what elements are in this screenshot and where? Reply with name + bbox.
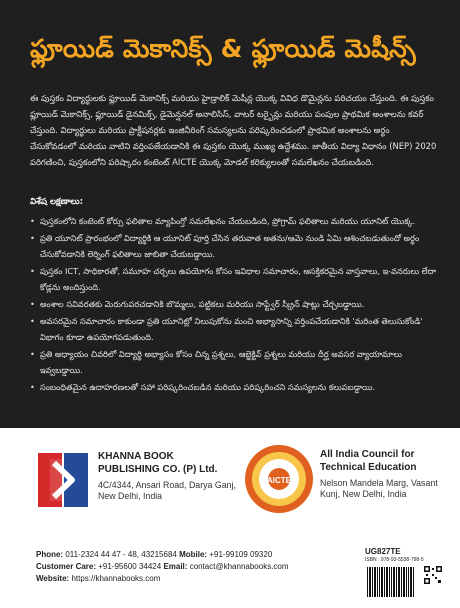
book-description: ఈ పుస్తకం విద్యార్థులకు ఫ్లూయిడ్ మెకానిక్స్ మరియు హైడ్రాలిక్ మెషీన్ల యొక్క వివిధ డొమైన్లను పరిచయం చేస్తుంది. ఈ పుస్తకం ఫ్లూయిడ్ మెకానిక్స్, ఫ్లూయిడ్ డైనమిక్స్, డైమెన్షనల్ అనాలిసిస్, వాటర్ టర్బైన్లు మరియు పంపుల ప్రాథమిక అంశాలను కవర్ చేస్తుంది. విద్యార్థులు మరియు ప్రాక్టీషనర్లకు ఇంజినీరింగ్ సమస్యలను పరిష్కరించడంలో ప్రాథమిక అంశాలను అర్థం చేసుకోవడంలో మరియు వాటిని వర్తింపజేయడానికి ఈ పుస్తకం యొక్క ముఖ్య ఉద్దేశము. జాతీయ విద్యా విధానం (NEP) 2020 పరిగణించి, పుస్తకంలోని పరిష్కారం కంటెంట్ AICTE యొక్క మోడల్ కరిక్యులంతో సమలేఖనం చేయబడింది. — [30, 93, 437, 167]
phone-label: Phone: — [36, 550, 64, 559]
customer-care-value: +91-95600 34424 — [98, 562, 162, 572]
publisher-name: KHANNA BOOK PUBLISHING CO. (P) Ltd. — [98, 451, 218, 475]
publisher-address: 4C/4344, Ansari Road, Darya Ganj, New Delhi, India — [98, 480, 236, 501]
website-value: https://khannabooks.com — [71, 574, 161, 584]
publisher-footer — [0, 428, 460, 608]
highlight-item: • పుస్తకం ICT, సాధికారతో, సమూహ చర్చలు ఉపయోగం కోసం ఇవిధాల సమాచారం, ఆసక్తికరమైన వాస్తవాలు, ఇ-వనరులు లేదా కోడ్లను అందిస్తుంది. — [30, 264, 440, 295]
highlights-heading: విశేష లక్షణాలు: — [30, 197, 84, 207]
book-title: ఫ్లూయిడ్ మెకానిక్స్ & ఫ్లూయిడ్ మెషీన్స్ — [30, 34, 416, 63]
aicte-seal-icon — [244, 444, 314, 514]
contact-info — [36, 549, 336, 586]
highlight-item: • అంశాల సవివరతకు మెరుగుపరచడానికి బొమ్మలు, పట్టికలు మరియు సాఫ్ట్వేర్ స్క్రీన్ షాట్లు చేర్చబడ్డాయి. — [30, 297, 440, 312]
khanna-logo-icon — [36, 451, 90, 509]
barcode-icon — [365, 565, 417, 601]
mobile-label: Mobile: — [179, 550, 208, 559]
email-value: contact@khannabooks.com — [189, 562, 289, 572]
highlight-item: • అవసరమైన సమాచారం కాకుండా ప్రతి యూనిట్లో నిలుపుకోను మంచి అభ్యాసాన్ని వర్తింపచేయడానికి 'మరింత తెలుసుకోండి' విభాగం కూడా ఉపయోగపడుతుంది. — [30, 314, 440, 345]
highlight-item: • ప్రతి యూనిట్ ప్రారంభంలో విద్యార్థికి ఆ యూనిట్ పూర్తి చేసిన తరువాత అతను/ఆమె నుండి ఏమి ఆశించబడుతుందో అర్థం చేసుకోవడానికి లెర్నింగ్ ఫలితాలు జాబితా చేయబడ్డాయి. — [30, 231, 440, 262]
aicte-seal-text: AICTE — [267, 476, 291, 485]
email-label: Email: — [163, 562, 188, 572]
customer-care-label: Customer Care: — [36, 562, 97, 572]
highlight-item: • ప్రతి అధ్యాయం చివరిలో విద్యార్థి అభ్యాసం కోసం చిన్న ప్రశ్నలు, ఆబ్జెక్టివ్ ప్రశ్నలు మరియు దీర్ఘ అవసర వ్యాయామాలు ఇవ్వబడ్డాయి. — [30, 347, 440, 378]
isbn-text: ISBN : 978-93-5538-798-5 — [365, 557, 424, 563]
mobile-value: +91-99109 09320 — [209, 550, 273, 559]
highlights-list — [30, 214, 440, 397]
website-label: Website: — [36, 574, 70, 584]
book-code: UG827TE — [365, 547, 401, 556]
aicte-name: All India Council for Technical Education — [320, 449, 417, 473]
phone-value: 011-2324 44 47 - 48, 43215684 — [65, 550, 177, 559]
qr-code-icon — [423, 565, 443, 585]
publisher-info — [98, 450, 238, 502]
book-code-box — [365, 547, 444, 604]
aicte-address: Nelson Mandela Marg, Vasant Kunj, New Delhi, India — [320, 478, 438, 499]
highlight-item: • పుస్తకంలోని కంటెంట్ కోర్సు ఫలితాల మ్యాపింగ్తో సమలేఖనం చేయబడింది, ప్రోగ్రామ్ ఫలితాలు మరియు యూనిట్ యొక్క. — [30, 214, 440, 229]
highlight-item: • సంబంధితమైన ఉదాహరణలతో సహా పరిష్కరించబడిన మరియు పరిష్కరించని సమస్యలను కలుపబడ్డాయి. — [30, 380, 440, 395]
aicte-info — [320, 448, 455, 500]
